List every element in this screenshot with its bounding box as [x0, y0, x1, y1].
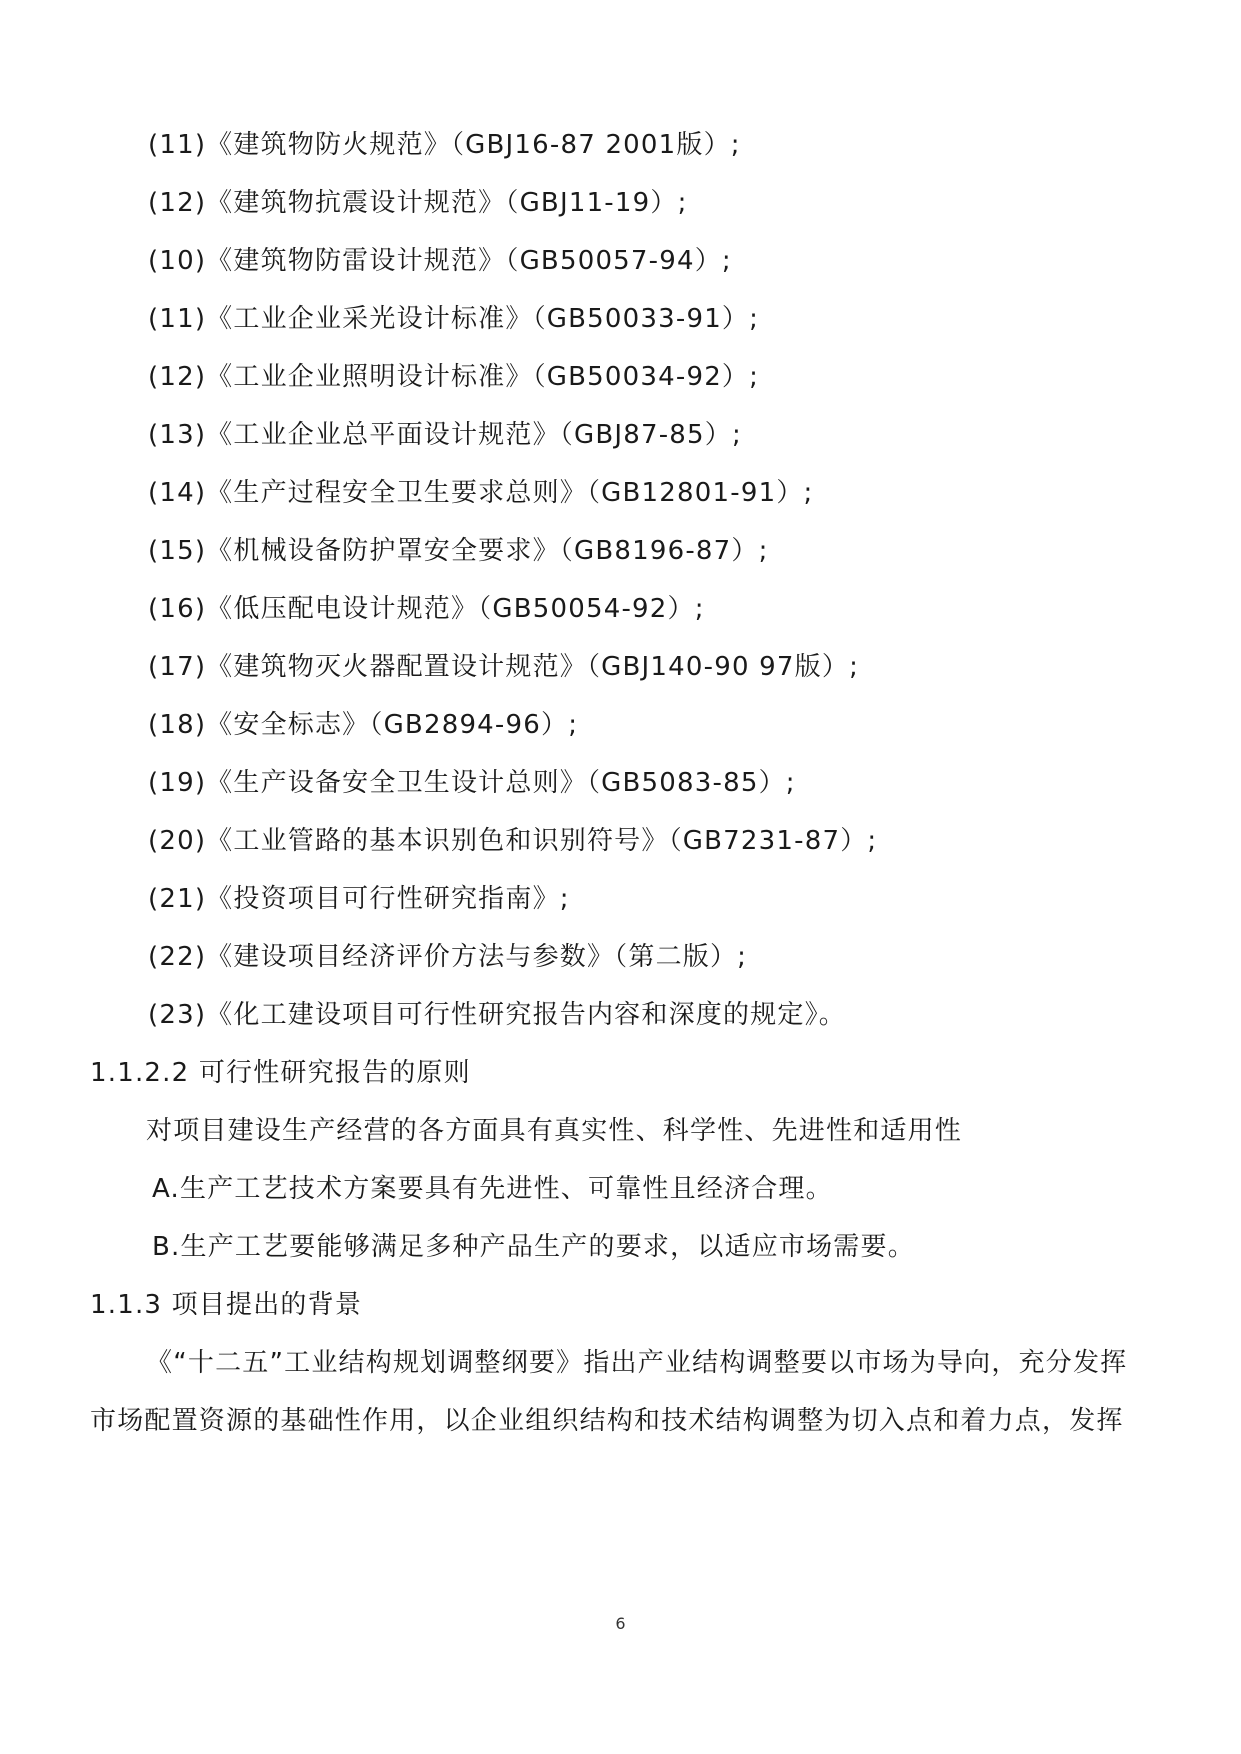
- reference-item: (15)《机械设备防护罩安全要求》（GB8196-87）;: [148, 536, 769, 566]
- background-paragraph-line-2: 市场配置资源的基础性作用，以企业组织结构和技术结构调整为切入点和着力点，发挥: [90, 1406, 1124, 1436]
- reference-item: (19)《生产设备安全卫生设计总则》（GB5083-85）;: [148, 768, 796, 798]
- reference-item: (13)《工业企业总平面设计规范》（GBJ87-85）;: [148, 420, 742, 450]
- reference-item: (22)《建设项目经济评价方法与参数》（第二版）;: [148, 942, 748, 972]
- reference-item: (10)《建筑物防雷设计规范》（GB50057-94）;: [148, 246, 732, 276]
- reference-item: (11)《工业企业采光设计标准》（GB50033-91）;: [148, 304, 760, 334]
- background-paragraph-line-1: 《“十二五”工业结构规划调整纲要》指出产业结构调整要以市场为导向，充分发挥: [146, 1348, 1128, 1378]
- section-heading-1-1-2-2: 1.1.2.2 可行性研究报告的原则: [90, 1058, 471, 1088]
- principles-intro: 对项目建设生产经营的各方面具有真实性、科学性、先进性和适用性: [146, 1116, 963, 1146]
- page-number: 6: [615, 1614, 626, 1633]
- reference-item: (21)《投资项目可行性研究指南》;: [148, 884, 570, 914]
- section-heading-1-1-3: 1.1.3 项目提出的背景: [90, 1290, 363, 1320]
- reference-item: (17)《建筑物灭火器配置设计规范》（GBJ140-90 97版）;: [148, 652, 860, 682]
- reference-item: (20)《工业管路的基本识别色和识别符号》（GB7231-87）;: [148, 826, 878, 856]
- reference-item: (12)《建筑物抗震设计规范》（GBJ11-19）;: [148, 188, 688, 218]
- principle-point-a: A.生产工艺技术方案要具有先进性、可靠性且经济合理。: [152, 1174, 833, 1204]
- reference-item: (23)《化工建设项目可行性研究报告内容和深度的规定》。: [148, 1000, 846, 1030]
- reference-item: (14)《生产过程安全卫生要求总则》（GB12801-91）;: [148, 478, 814, 508]
- reference-item: (18)《安全标志》（GB2894-96）;: [148, 710, 579, 740]
- reference-item: (11)《建筑物防火规范》（GBJ16-87 2001版）;: [148, 130, 741, 160]
- reference-item: (12)《工业企业照明设计标准》（GB50034-92）;: [148, 362, 760, 392]
- principle-point-b: B.生产工艺要能够满足多种产品生产的要求，以适应市场需要。: [152, 1232, 915, 1262]
- reference-item: (16)《低压配电设计规范》（GB50054-92）;: [148, 594, 705, 624]
